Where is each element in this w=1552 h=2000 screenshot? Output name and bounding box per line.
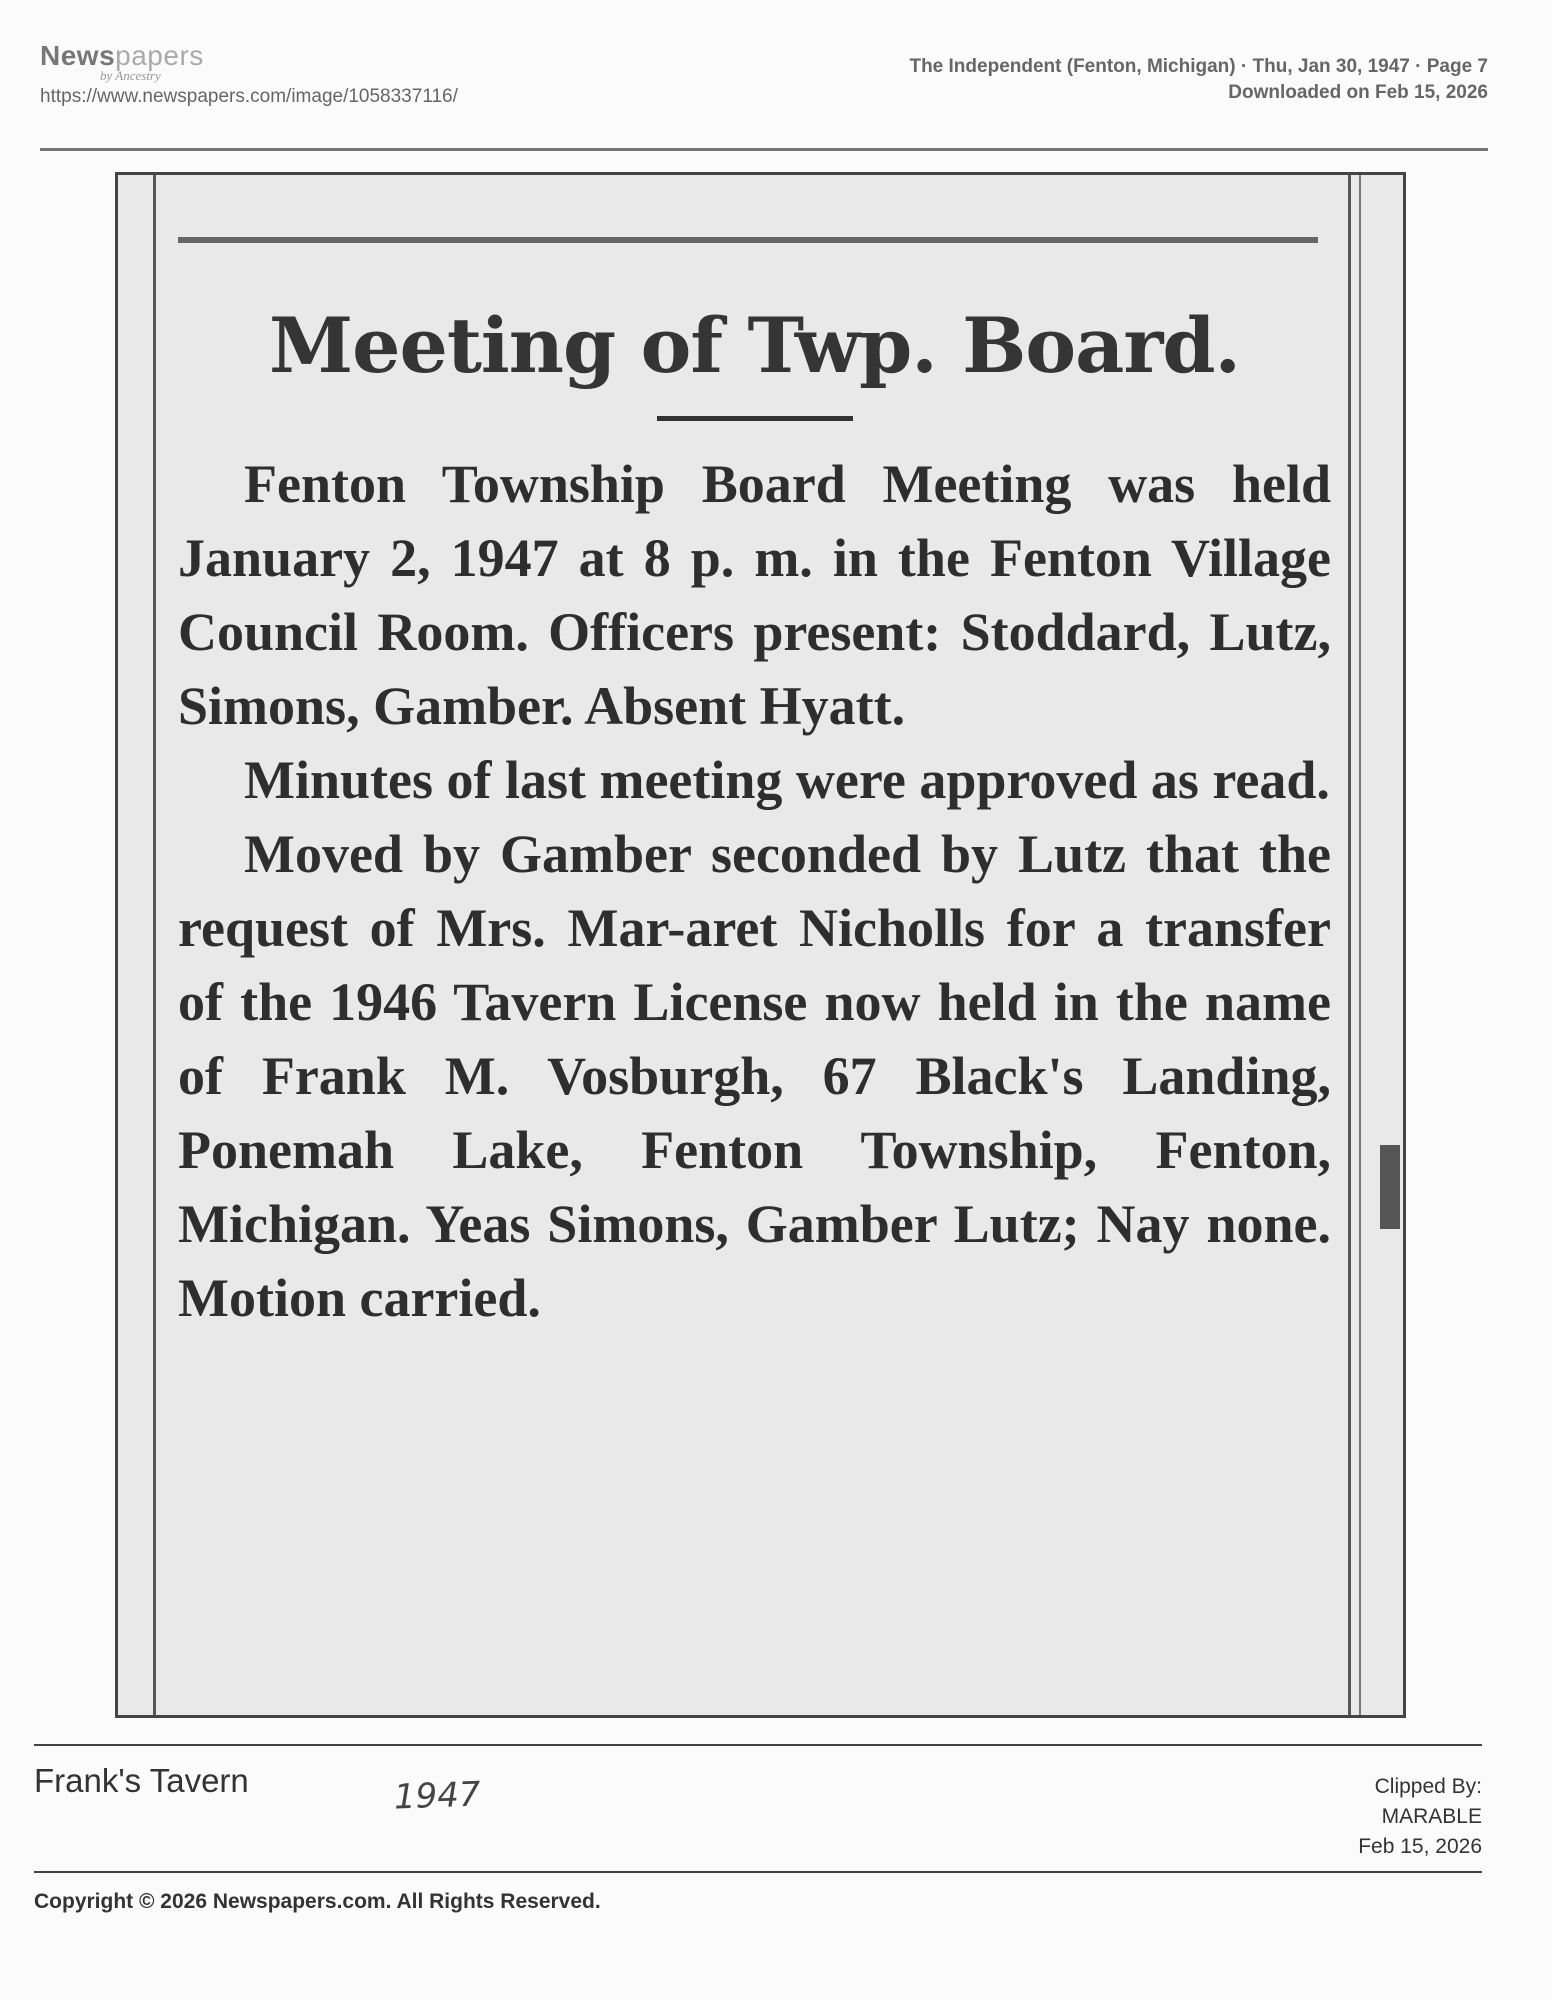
column-top-rule: [178, 237, 1318, 243]
footer-divider-bottom: [34, 1871, 1482, 1873]
brand-subtitle: by Ancestry: [100, 68, 161, 83]
article-body: [178, 447, 1331, 1335]
article-paragraph: Fenton Township Board Meeting was held January 2, 1947 at 8 p. m. in the Fenton Village Council Room. Officers present: Stoddard, Lutz, Simons, Gamber. Absent Hyatt.: [178, 454, 1331, 736]
brand-main: News: [40, 40, 116, 71]
article-headline: Meeting of Twp. Board.: [268, 301, 1240, 390]
scan-margin-mark: [1380, 1145, 1400, 1229]
clip-title: Frank's Tavern: [34, 1762, 249, 1799]
handwritten-note: 1947: [393, 1774, 482, 1818]
column-rule-right: [1348, 175, 1351, 1715]
source-info: [909, 54, 1488, 105]
brand-light: papers: [115, 40, 204, 71]
downloaded-line: Downloaded on Feb 15, 2026: [1228, 81, 1488, 103]
clipped-by-info: [1358, 1772, 1482, 1862]
clipped-by-label: Clipped By:: [1374, 1775, 1482, 1798]
column-rule-right-outer: [1359, 175, 1361, 1715]
source-line: The Independent (Fenton, Michigan) · Thu, Jan 30, 1947 · Page 7: [909, 56, 1488, 77]
source-url: https://www.newspapers.com/image/1058337116/: [40, 86, 458, 107]
clipped-by-user: MARABLE: [1381, 1805, 1482, 1828]
article-paragraph: Minutes of last meeting were approved as read.: [244, 750, 1330, 810]
footer-divider-top: [34, 1744, 1482, 1746]
article: [178, 301, 1331, 1335]
copyright-notice: Copyright © 2026 Newspapers.com. All Rights Reserved.: [34, 1890, 601, 1913]
newspaper-clipping: [115, 172, 1406, 1718]
clipped-date: Feb 15, 2026: [1358, 1835, 1482, 1858]
column-rule-left: [153, 175, 156, 1715]
newspapers-logo: [40, 40, 458, 108]
header-divider: [40, 148, 1488, 151]
headline-divider: [657, 416, 853, 421]
article-paragraph: Moved by Gamber seconded by Lutz that the request of Mrs. Mar-aret Nicholls for a transfer of the 1946 Tavern License now held in the name of Frank M. Vosburgh, 67 Black's Landing, Ponemah Lake, Fenton Township, Fenton, Michigan. Yeas Simons, Gamber Lutz; Nay none. Motion carried.: [178, 824, 1331, 1328]
